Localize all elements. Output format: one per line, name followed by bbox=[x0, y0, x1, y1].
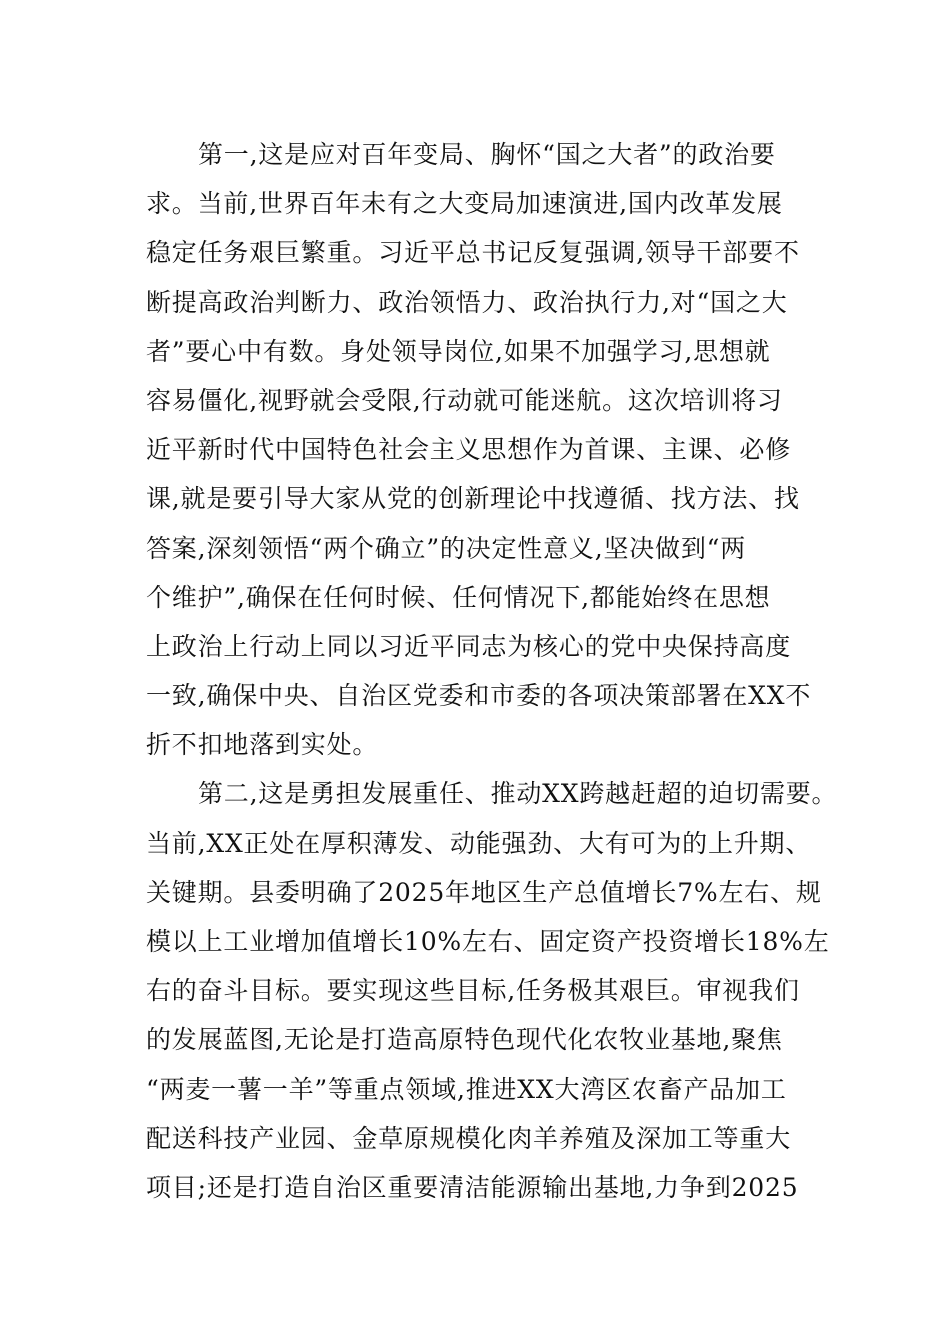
paragraph-1-line-12: 一致,确保中央、自治区党委和市委的各项决策部署在XX不 bbox=[146, 681, 812, 711]
paragraph-2-line-5: 右的奋斗目标。要实现这些目标,任务极其艰巨。审视我们 bbox=[146, 976, 800, 1006]
document-body bbox=[146, 130, 838, 1212]
paragraph-2-line-4: 模以上工业增加值增长10%左右、固定资产投资增长18%左 bbox=[146, 927, 830, 956]
paragraph-1-line-2: 求。当前,世界百年未有之大变局加速演进,国内改革发展 bbox=[146, 189, 783, 219]
paragraph-1-line-6: 容易僵化,视野就会受限,行动就可能迷航。这次培训将习 bbox=[146, 385, 783, 415]
paragraph-1-line-13: 折不扣地落到实处。 bbox=[146, 730, 379, 760]
paragraph-2-line-6: 的发展蓝图,无论是打造高原特色现代化农牧业基地,聚焦 bbox=[146, 1025, 783, 1055]
paragraph-1-line-1: 第一,这是应对百年变局、胸怀“国之大者”的政治要 bbox=[198, 140, 776, 169]
paragraph-1-line-3: 稳定任务艰巨繁重。习近平总书记反复强调,领导干部要不 bbox=[146, 238, 800, 268]
paragraph-2-line-3: 关键期。县委明确了2025年地区生产总值增长7%左右、规 bbox=[146, 877, 822, 907]
paragraph-2-line-2: 当前,XX正处在厚积薄发、动能强劲、大有可为的上升期、 bbox=[146, 828, 812, 858]
paragraph-2-line-8: 配送科技产业园、金草原规模化肉羊养殖及深加工等重大 bbox=[146, 1123, 792, 1153]
paragraph-1-line-7: 近平新时代中国特色社会主义思想作为首课、主课、必修 bbox=[146, 435, 792, 465]
paragraph-1-line-4: 断提高政治判断力、政治领悟力、政治执行力,对“国之大 bbox=[146, 287, 788, 317]
paragraph-2-line-7: “两麦一薯一羊”等重点领域,推进XX大湾区农畜产品加工 bbox=[146, 1074, 787, 1104]
paragraph-1-line-11: 上政治上行动上同以习近平同志为核心的党中央保持高度 bbox=[146, 631, 792, 661]
paragraph-2-line-9: 项目;还是打造自治区重要清洁能源输出基地,力争到2025 bbox=[146, 1172, 799, 1202]
paragraph-1-line-9: 答案,深刻领悟“两个确立”的决定性意义,坚决做到“两 bbox=[146, 533, 747, 563]
paragraph-1-line-5: 者”要心中有数。身处领导岗位,如果不加强学习,思想就 bbox=[146, 336, 771, 366]
paragraph-2-line-1: 第二,这是勇担发展重任、推动XX跨越赶超的迫切需要。 bbox=[198, 779, 838, 809]
paragraph-1-line-10: 个维护”,确保在任何时候、任何情况下,都能始终在思想 bbox=[146, 582, 771, 612]
paragraph-1-line-8: 课,就是要引导大家从党的创新理论中找遵循、找方法、找 bbox=[146, 484, 800, 514]
